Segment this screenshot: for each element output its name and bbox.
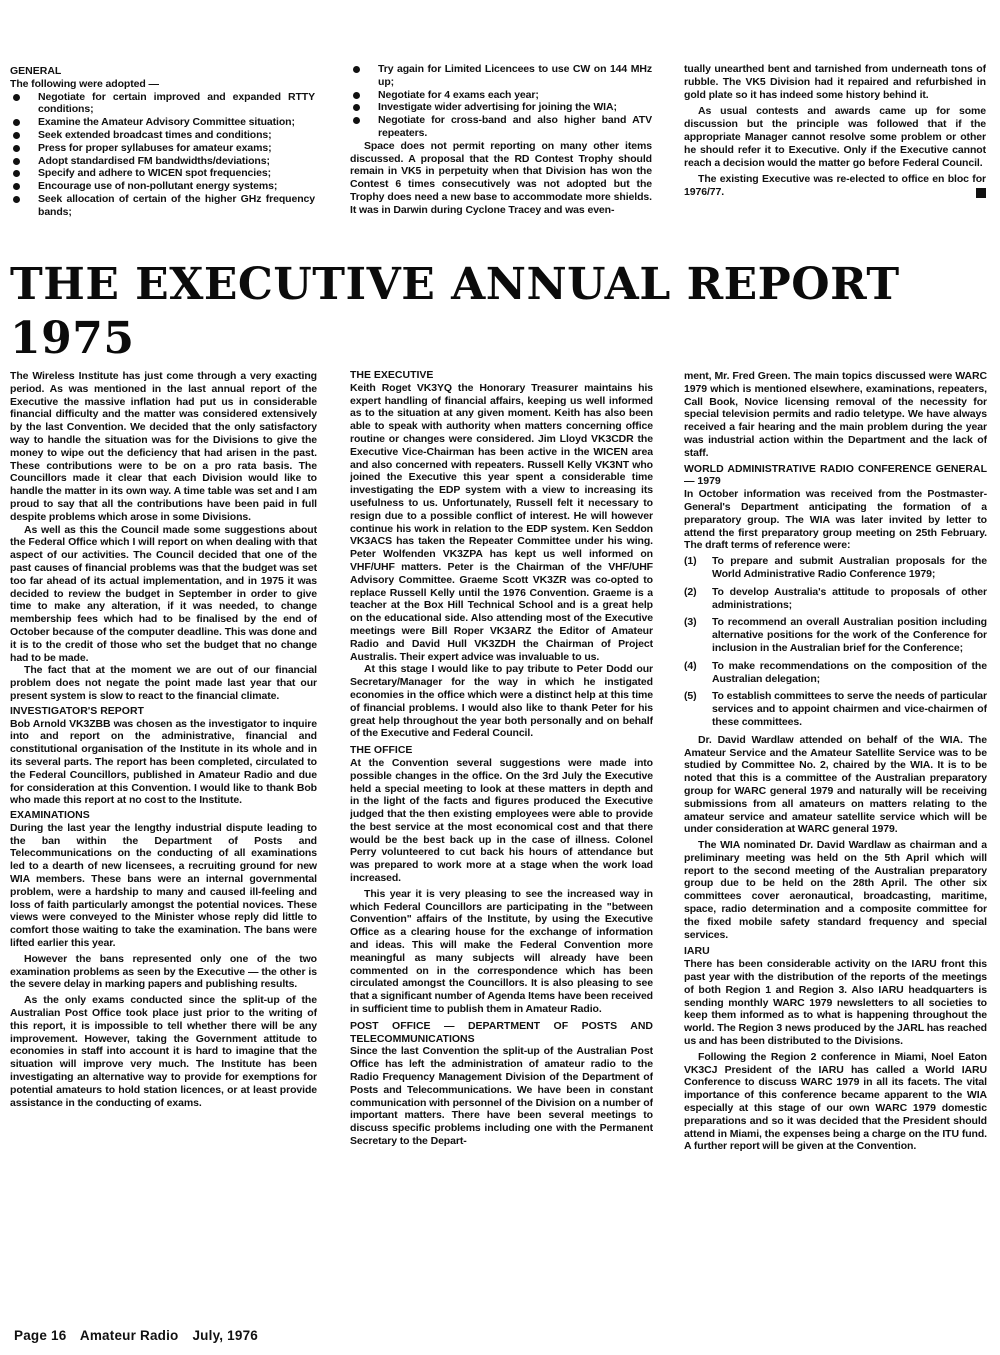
section-heading-investigator: INVESTIGATOR'S REPORT [10,704,144,717]
list-item: Seek extended broadcast times and conditions; [10,129,315,142]
top-column-2 [350,63,652,238]
paragraph: Bob Arnold VK3ZBB was chosen as the investigator to inquire into and report on the administrative, financial and constitutional organisation of the Institute in its whole and in its several parts. The report has been completed, circulated to the Federal Councillors, published in Amateur Radio and due for consideration at this Convention. I would like to thank Bob who made this report at no cost to the Institute. [10,717,317,807]
section-heading-executive: THE EXECUTIVE [350,369,434,381]
general-heading: GENERAL [10,65,62,77]
end-of-article-mark [976,188,986,198]
list-item [684,555,987,581]
list-text: To establish committees to serve the needs of particular services and to appoint chairmen and vice-chairmen of these committees. [712,690,987,728]
list-text: To develop Australia's attitude to proposals of other administrations; [712,585,987,611]
terms-of-reference-list [684,555,987,729]
list-item [684,616,987,654]
list-item: Adopt standardised FM bandwidths/deviations; [10,155,315,168]
general-bullet-list-b [350,63,652,140]
section-heading-office: THE OFFICE [350,744,413,757]
list-item: Negotiate for certain improved and expanded RTTY conditions; [10,91,315,117]
contests-paragraph: As usual contests and awards came up for some discussion but the principle was followed that if the appropriate Manager cannot resolve some problem or other he should refer it to Executive. Only if the Executive cannot reach a decision would the matter go before Federal Council. [684,105,986,169]
paragraph: During the last year the lengthy industrial dispute leading to the ban within the Department of Posts and Telecommunications on the conducting of all examinations led to a dearth of new licensees, a recruiting ground for new WIA members. These bans were an internal governmental problem, were a hardship to many and caused ill-feeling and loss of faith particularly amongst the potential novices. These views were conveyed to the Minister whose reply did little to comfort those waiting to take the examination. The bans were lifted earlier this year. [10,821,317,950]
paragraph: Keith Roget VK3YQ the Honorary Treasurer maintains his expert handling of financial affairs, keeping us well informed as to the situation at any given moment. Keith has also been able to speak with authority when matters concerning office routine or changes were considered. Jim Lloyd VK3CDR the Executive Vice-Chairman has been active in the WICEN area and also concerned with repeaters. Russell Kelly VK3NT who joined the Executive this year spent a considerable time investigating the EDP system with a view to increasing its usefulness to us. Unfortunately, Russell felt it necessary to resign due to a possible conflict of interest. He will however continue his work in relation to the EDP system. Ken Seddon VK3ACS has taken the Repeater Committee under his wing. Peter Wolfenden VK3ZPA has kept us well informed on VHF/UHF matters. Peter is the Chairman of the VHF/UHF Advisory Committee. Graeme Scott VK3ZR was co-opted to replace Russell Kelly until the 1976 Convention. Graeme is a teacher at the Box Hill Technical School and is a great help on the educational side. Also attending most of the Executive meetings were Bill Roper VK3ARZ the Editor of Amateur Radio and David Hull VK3ZDH the Chairman of Project Australis. Their expert advice was invaluable to us. [350,381,653,663]
list-item: Investigate wider advertising for joining the WIA; [350,101,652,114]
list-text: To prepare and submit Australian proposals for the World Administrative Radio Conference 1979; [712,555,987,580]
page-number: Page 16 [14,1328,67,1343]
list-number: (3) [684,616,697,629]
list-item: Seek allocation of certain of the higher GHz frequency bands; [10,193,315,219]
paragraph: Dr. David Wardlaw attended on behalf of the WIA. The Amateur Service and the Amateur Satellite Service was to be studied by Committee No. 2, chaired by the WIA. It is to be noted that this is a committee of the Australian preparatory group for WARC general 1979 and naturally will be receiving submissions from all amateurs on matters relating to the amateur service and amateur satellite service which will be under consideration at WARC general 1979. [684,733,987,836]
list-item: Negotiate for cross-band and also higher band ATV repeaters. [350,114,652,140]
list-number: (1) [684,555,697,568]
headline-line-2: 1975 [10,313,135,364]
general-bullet-list-a [10,91,315,219]
list-item [684,586,987,612]
paragraph: ment, Mr. Fred Green. The main topics discussed were WARC 1979 which is mentioned elsewhere, examinations, repeaters, Call Book, Novice licensing removal of the necessity for special television permits and radio teletype. We have always received a fair hearing and the main problem during the year was industrial action within the Department and the lack of staff. [684,370,987,459]
article-column-2 [350,369,653,1315]
list-item: Try again for Limited Licencees to use CW on 144 MHz up; [350,63,652,89]
general-intro: The following were adopted — [10,77,159,90]
paragraph: The WIA nominated Dr. David Wardlaw as chairman and a preliminary meeting was held on the 5th April which will report to the second meeting of the Australian preparatory group due to be held on the 28th April. The other six committees cover aeronautical, broadcasting, maritime, space, radio determination and a composite committee for the fixed mobile safety standard frequency and special services. [684,839,987,941]
magazine-name: Amateur Radio [79,1328,179,1343]
section-heading-examinations: EXAMINATIONS [10,809,90,822]
paragraph: As the only exams conducted since the split-up of the Australian Post Office took place just prior to the writing of this report, it is impossible to tell whether there will be any improvement. However, taking the Government attitude to economies in staff into account it is hard to imagine that the situation will improve very much. The Institute has been investigating an alternative way to provide for exemptions for potential amateurs to hold station licences, or at least provide assistance in the conducting of exams. [10,994,317,1109]
article-column-1 [10,370,317,1315]
paragraph: There has been considerable activity on the IARU front this past year with the distribution of the reports of the meetings of both Region 1 and Region 3. Also IARU headquarters is sending monthly WARC 1979 newsletters to all societies to keep them informed as to what is happening throughout the world. The Region 3 news produced by the JARL has reached us and has been distributed to the Divisions. [684,958,987,1048]
headline-line-1: THE EXECUTIVE ANNUAL REPORT [10,259,900,310]
page-footer [14,1328,268,1343]
section-heading-iaru: IARU [684,945,710,958]
list-number: (2) [684,585,697,598]
top-column-3 [684,63,986,238]
list-number: (4) [684,659,697,672]
section-heading-warc: WORLD ADMINISTRATIVE RADIO CONFERENCE GENERAL — 1979 [684,462,987,488]
list-text: To make recommendations on the composition of the Australian delegation; [712,659,987,685]
list-item [684,660,987,686]
contest-trophy-paragraph: Space does not permit reporting on many other items discussed. A proposal that the RD Contest Trophy should remain in VK5 in perpetuity when that Division has won the Contest 6 times consecutively was not adopted but the Trophy does need a new base to accommodate more shields. It was in Darwin during Cyclone Tracey and was even- [350,139,652,216]
paragraph: Following the Region 2 conference in Miami, Noel Eaton VK3CJ President of the IARU has called a World IARU Conference to discuss WARC 1979 in all its facets. The vital importance of this conference became apparent to the WIA especially at this stage of our own WARC 1979 domestic preparations and so it was decided that the President should attend in Miami, the expenses being a charge on the ITU fund. A further report will be given at the Convention. [684,1050,987,1153]
section-heading-post-office: POST OFFICE — DEPARTMENT OF POSTS AND TELECOMMUNICATIONS [350,1019,653,1045]
re-election-text: The existing Executive was re-elected to office en bloc for 1976/77. [684,173,986,199]
paragraph: However the bans represented only one of the two examination problems as seen by the Executive — the other is the severe delay in marking papers and publishing results. [10,952,317,991]
article-headline [10,258,995,366]
list-item: Encourage use of non-pollutant energy systems; [10,180,315,193]
paragraph: This year it is very pleasing to see the increased way in which Federal Councillors are participating in the "between Convention" affairs of the Institute, by using the Executive Office as a clearing house for the exchange of information and ideas. This will make the Federal Convention more meaningful as many subjects will already have been commented on in the correspondence which has been circulated amongst the Councillors. It is also pleasing to see that a significant number of Agenda Items have been received in sufficient time to publish them in Amateur Radio. [350,887,653,1016]
list-text: To recommend an overall Australian position including alternative positions for the work of the Conference for inclusion in the Australian brief for the Conference; [712,616,987,654]
paragraph: Since the last Convention the split-up of the Australian Post Office has left the administration of amateur radio to the Radio Frequency Management Division of the Department of Posts and Telecommunications. We have been in constant communication with personnel of the Division on a number of important matters. There have been several meetings to discuss specific problems including one with the Permanent Secretary to the Depart- [350,1045,653,1148]
list-number: (5) [684,690,697,703]
paragraph: At this stage I would like to pay tribute to Peter Dodd our Secretary/Manager for the way in which he instigated economies in the office which were a distinct help at this time of financial problems. I would also like to thank Peter for his great help throughout the year both personally and on behalf of the Executive and Federal Council. [350,663,653,740]
trophy-continued-paragraph: tually unearthed bent and tarnished from underneath tons of rubble. The VK5 Division had it repaired and refurbished in gold plate so it has indeed some history behind it. [684,63,986,101]
top-column-1 [10,63,315,238]
article-column-3 [684,370,987,1315]
list-item [684,690,987,728]
list-item: Examine the Amateur Advisory Committee situation; [10,116,315,129]
re-election-paragraph [684,173,986,199]
paragraph: At the Convention several suggestions were made into possible changes in the office. On the 3rd July the Executive held a special meeting to look at these matters in depth and in the light of the facts and figures produced the Executive judged that the then existing employees were able to provide the best service at the most economical cost and that there would be the best back up in the case of illness. Colonel Perry volunteered to cut back his hours of attendance but was prepared to work more at a stage when the work load increased. [350,756,653,885]
paragraph: As well as this the Council made some suggestions about the Federal Office which I will report on when dealing with that aspect of our activities. The Council decided that one of the past causes of financial problems was that the budget was set too far ahead of its actual implementation, and in 1975 it was decided to review the budget in September in order to give time to make any alteration, if it was needed, to change membership fees which had to be finalised by the end of October because of the computer deadline. This was done and it is to the credit of those who set the budget that no change had to be made. [10,523,317,664]
paragraph: In October information was received from the Postmaster-General's Department anticipating the formation of a preparatory group. The WIA was later invited by letter to attend the first preparatory group meeting on 25th February. The draft terms of reference were: [684,488,987,552]
paragraph: The fact that at the moment we are out of our financial problem does not negate the point made last year that our present system is slow to react to the financial climate. [10,664,317,702]
list-item: Specify and adhere to WICEN spot frequencies; [10,167,315,180]
issue-date: July, 1976 [192,1328,259,1343]
list-item: Negotiate for 4 exams each year; [350,89,652,102]
paragraph: The Wireless Institute has just come through a very exacting period. As was mentioned in the last annual report of the Executive the massive inflation had put us in considerable financial difficulty and the matter was considered extensively by the last Convention. We decided that the only satisfactory way to handle the situation was for the Divisions to give the money to wipe out the deficiency that had arisen in the past. These contributions were to be on a pro rata basis. The Councillors made it clear that each Division would like to handle the matter in its own way. A time table was set and I am proud to say that all the contributions have been paid in full despite problems which arose in some Divisions. [10,370,317,523]
list-item: Press for proper syllabuses for amateur exams; [10,142,315,155]
